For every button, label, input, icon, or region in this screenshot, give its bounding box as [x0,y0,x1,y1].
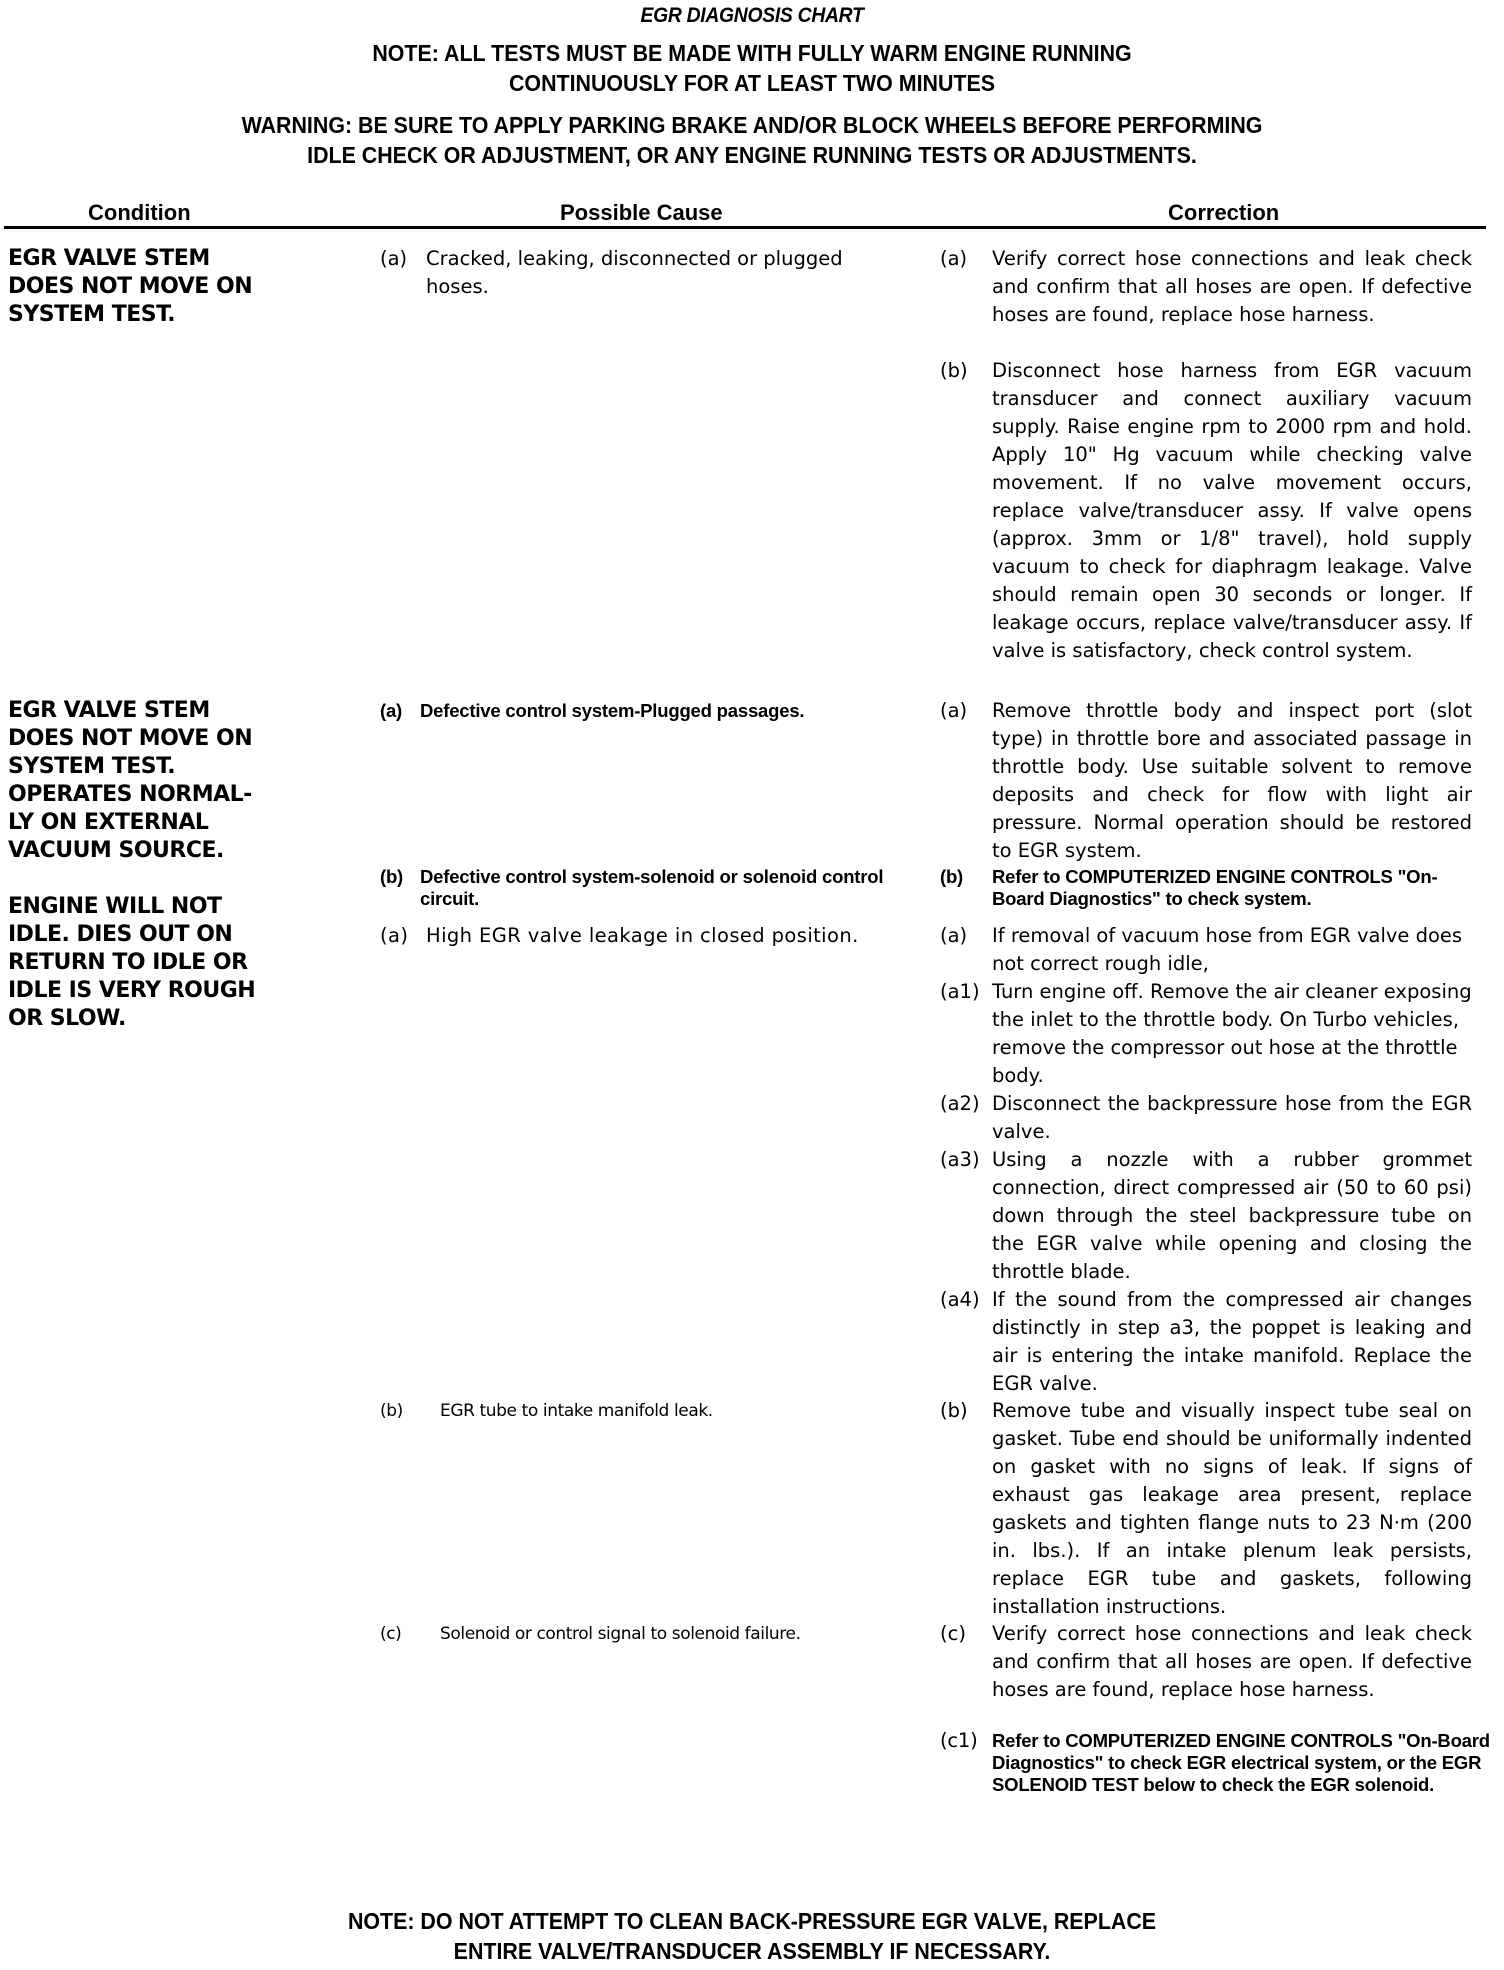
item-label: (c) [380,1624,402,1644]
condition-line: DOES NOT MOVE ON [8,726,253,751]
chart-title: EGR DIAGNOSIS CHART [640,4,864,27]
item-text: EGR tube to intake manifold leak. [440,1401,713,1421]
condition-line: RETURN TO IDLE OR [8,950,248,975]
item-label: (a2) [940,1092,980,1115]
item-label: (c1) [940,1729,978,1752]
correction-item [940,1090,1472,1146]
cause-item [380,700,920,722]
item-label: (a4) [940,1288,980,1311]
item-text: If removal of vacuum hose from EGR valve does not correct rough idle, [992,924,1463,975]
condition-line: LY ON EXTERNAL [8,810,209,835]
item-label: (a) [380,247,408,270]
item-text: Solenoid or control signal to solenoid failure. [440,1624,801,1644]
item-text: High EGR valve leakage in closed position. [426,924,859,947]
condition-line: OR SLOW. [8,1006,126,1031]
item-text: Turn engine off. Remove the air cleaner exposing the inlet to the throttle body. On Turbo vehicles, remove the compressor out hose at the throttle body. [992,980,1472,1087]
item-text: Cracked, leaking, disconnected or plugged hoses. [426,247,843,298]
footer-line: NOTE: DO NOT ATTEMPT TO CLEAN BACK-PRESSURE EGR VALVE, REPLACE [347,1908,1157,1934]
note-line: CONTINUOUSLY FOR AT LEAST TWO MINUTES [508,70,996,96]
item-text: Verify correct hose connections and leak check and confirm that all hoses are open. If defective hoses are found, replace hose harness. [992,1622,1472,1701]
correction-item [940,922,1472,978]
correction-item [940,245,1472,329]
header-rule [4,226,1486,229]
cause-item [380,866,920,910]
correction-item [940,866,1485,910]
cause-item [380,1397,920,1425]
correction-item [940,1146,1472,1286]
item-label: (a) [380,924,409,947]
warning-line: IDLE CHECK OR ADJUSTMENT, OR ANY ENGINE RUNNING TESTS OR ADJUSTMENTS. [307,142,1197,168]
condition-line: EGR VALVE STEM [8,246,210,271]
item-label: (a) [940,699,968,722]
item-label: (b) [380,866,404,887]
warning-line: WARNING: BE SURE TO APPLY PARKING BRAKE AND/OR BLOCK WHEELS BEFORE PERFORMING [241,112,1263,138]
item-text: Verify correct hose connections and leak check and confirm that all hoses are open. If defective hoses are found, replace hose harness. [992,247,1472,326]
item-label: (a3) [940,1148,980,1171]
correction-item [940,1397,1472,1621]
item-label: (a) [940,247,968,270]
note-all-tests [53,38,1452,98]
item-label: (b) [940,1399,968,1422]
item-label: (b) [380,1401,403,1421]
item-label: (a) [380,700,403,721]
condition-row-3 [8,893,348,1033]
item-label: (c) [940,1622,966,1645]
item-text: Defective control system-Plugged passages. [420,700,805,721]
condition-line: OPERATES NORMAL- [8,782,252,807]
condition-line: VACUUM SOURCE. [8,838,224,863]
cause-item [380,245,850,301]
condition-row-1 [8,245,348,329]
column-header-cause: Possible Cause [560,200,723,225]
footer-line: ENTIRE VALVE/TRANSDUCER ASSEMBLY IF NECESSARY. [453,1938,1051,1964]
item-text: Refer to COMPUTERIZED ENGINE CONTROLS "On-Board Diagnostics" to check EGR electrical system, or the EGR SOLENOID TEST below to check the EGR solenoid. [992,1730,1490,1795]
cause-item [380,1620,920,1648]
item-text: Remove tube and visually inspect tube seal on gasket. Tube end should be uniformally indented on gasket with no signs of leak. If signs of exhaust gas leakage area present, replace gaskets and tighten flange nuts to 23 N·m (200 in. lbs.). If an intake plenum leak persists, replace EGR tube and gaskets, following installation instructions. [992,1399,1472,1618]
item-label: (b) [940,866,964,887]
condition-line: DOES NOT MOVE ON [8,274,253,299]
condition-line: IDLE IS VERY ROUGH [8,978,256,1003]
condition-line: SYSTEM TEST. [8,754,176,779]
correction-item [940,1730,1500,1796]
correction-item [940,697,1472,865]
item-text: Refer to COMPUTERIZED ENGINE CONTROLS "On-Board Diagnostics" to check system. [992,866,1438,909]
item-text: Remove throttle body and inspect port (slot type) in throttle bore and associated passage in throttle body. Use suitable solvent to remove deposits and check for flow with light air pressure. Normal operation should be restored to EGR system. [992,699,1472,862]
condition-line: IDLE. DIES OUT ON [8,922,233,947]
item-label: (a) [940,924,968,947]
item-text: If the sound from the compressed air changes distinctly in step a3, the poppet is leaking and air is entering the intake manifold. Replace the EGR valve. [992,1288,1472,1395]
column-header-condition: Condition [88,200,191,225]
column-header-correction: Correction [1168,200,1280,225]
condition-row-2 [8,697,348,865]
item-label: (a1) [940,980,980,1003]
correction-item [940,978,1472,1090]
warning-parking-brake [53,110,1452,170]
condition-line: SYSTEM TEST. [8,302,176,327]
item-text: Using a nozzle with a rubber grommet connection, direct compressed air (50 to 60 psi) down through the steel backpressure tube on the EGR valve while opening and closing the throttle blade. [992,1148,1472,1283]
condition-line: EGR VALVE STEM [8,698,210,723]
cause-item [380,922,880,950]
item-text: Defective control system-solenoid or solenoid control circuit. [420,866,884,909]
correction-item [940,1620,1472,1704]
correction-item [940,1286,1472,1398]
condition-line: ENGINE WILL NOT [8,894,222,919]
note-do-not-clean [53,1906,1452,1966]
correction-item [940,357,1472,665]
note-line: NOTE: ALL TESTS MUST BE MADE WITH FULLY WARM ENGINE RUNNING [372,40,1132,66]
item-text: Disconnect hose harness from EGR vacuum transducer and connect auxiliary vacuum supply. Raise engine rpm to 2000 rpm and hold. Apply 10" Hg vacuum while checking valve movement. If no valve movement occurs, replace valve/transducer assy. If valve opens (approx. 3mm or 1/8" travel), hold supply vacuum to check for diaphragm leakage. Valve should remain open 30 seconds or longer. If leakage occurs, replace valve/transducer assy. If valve is satisfactory, check control system. [992,359,1472,662]
item-label: (b) [940,359,968,382]
item-text: Disconnect the backpressure hose from the EGR valve. [992,1092,1472,1143]
